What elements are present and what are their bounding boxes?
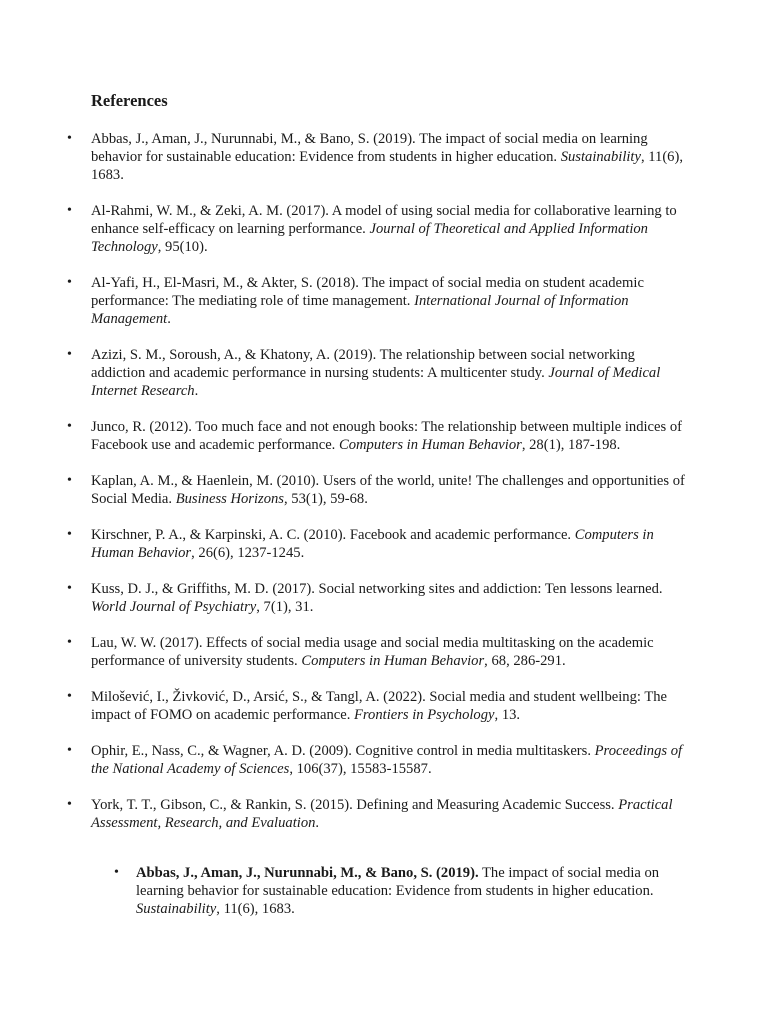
- reference-details: , 26(6), 1237-1245.: [191, 545, 305, 561]
- bullet-icon: •: [67, 743, 72, 758]
- bullet-icon: •: [67, 797, 72, 812]
- reference-item: [67, 418, 686, 454]
- bullet-icon: •: [67, 581, 72, 596]
- reference-item: [67, 346, 686, 400]
- bullet-icon: •: [67, 689, 72, 704]
- bullet-icon: •: [67, 347, 72, 362]
- reference-details: , 11(6), 1683.: [91, 149, 683, 183]
- reference-text: Azizi, S. M., Soroush, A., & Khatony, A. (2019). The relationship between social networking addiction and academic performance in nursing students: A multicenter study.: [91, 347, 635, 381]
- journal-title: Journal of Theoretical and Applied Information Technology: [91, 221, 648, 255]
- journal-title: Sustainability: [136, 901, 217, 917]
- bullet-icon: •: [114, 865, 119, 880]
- reference-details: , 13.: [494, 707, 521, 723]
- bullet-icon: •: [67, 527, 72, 542]
- reference-text: Milošević, I., Živković, D., Arsić, S., & Tangl, A. (2022). Social media and student wellbeing: The impact of FOMO on academic performance.: [91, 689, 668, 723]
- journal-title: Journal of Medical Internet Research: [91, 365, 661, 399]
- reference-details: , 106(37), 15583-15587.: [289, 761, 432, 777]
- journal-title: Sustainability: [560, 149, 641, 165]
- reference-item: [67, 688, 686, 724]
- reference-details: , 95(10).: [157, 239, 208, 255]
- reference-details: .: [315, 815, 320, 831]
- reference-text: Al-Yafi, H., El-Masri, M., & Akter, S. (2018). The impact of social media on student academic performance: The mediating role of time management.: [91, 275, 644, 309]
- reference-item: [67, 742, 686, 778]
- bullet-icon: •: [67, 419, 72, 434]
- reference-text: Kirschner, P. A., & Karpinski, A. C. (2010). Facebook and academic performance.: [91, 527, 575, 543]
- bullet-icon: •: [67, 131, 72, 146]
- reference-item: [67, 472, 686, 508]
- reference-details: , 28(1), 187-198.: [521, 437, 621, 453]
- reference-details: .: [167, 311, 171, 327]
- journal-title: International Journal of Information Management: [91, 293, 629, 327]
- references-list: [67, 130, 686, 850]
- journal-title: World Journal of Psychiatry: [91, 599, 257, 615]
- journal-title: Proceedings of the National Academy of Sciences: [91, 743, 683, 777]
- reference-details: , 7(1), 31.: [256, 599, 314, 615]
- nested-reference-item: [114, 864, 686, 918]
- reference-text: Kuss, D. J., & Griffiths, M. D. (2017). Social networking sites and addiction: Ten lessons learned.: [91, 581, 663, 597]
- reference-details: , 11(6), 1683.: [216, 901, 295, 917]
- bullet-icon: •: [67, 473, 72, 488]
- reference-item: [67, 526, 686, 562]
- reference-details: , 53(1), 59-68.: [283, 491, 368, 507]
- reference-item: [67, 274, 686, 328]
- bullet-icon: •: [67, 275, 72, 290]
- reference-details: .: [194, 383, 199, 399]
- reference-text: Kaplan, A. M., & Haenlein, M. (2010). Users of the world, unite! The challenges and opportunities of Social Media.: [91, 473, 685, 507]
- reference-item: [67, 202, 686, 256]
- reference-text: Abbas, J., Aman, J., Nurunnabi, M., & Bano, S. (2019). The impact of social media on learning behavior for sustainable education: Evidence from students in higher education.: [91, 131, 648, 165]
- reference-text: York, T. T., Gibson, C., & Rankin, S. (2015). Defining and Measuring Academic Success.: [91, 797, 619, 813]
- reference-item: [67, 634, 686, 670]
- journal-title: Computers in Human Behavior: [91, 527, 654, 561]
- journal-title: Computers in Human Behavior: [338, 437, 522, 453]
- reference-item: [67, 580, 686, 616]
- reference-item: [67, 130, 686, 184]
- bullet-icon: •: [67, 203, 72, 218]
- journal-title: Practical Assessment, Research, and Evaluation: [91, 797, 673, 831]
- reference-text: Lau, W. W. (2017). Effects of social media usage and social media multitasking on the academic performance of university students.: [91, 635, 654, 669]
- reference-item: [67, 796, 686, 832]
- journal-title: Business Horizons: [175, 491, 284, 507]
- reference-text: Al-Rahmi, W. M., & Zeki, A. M. (2017). A model of using social media for collaborative learning to enhance self-efficacy on learning performance.: [91, 203, 677, 237]
- reference-text: The impact of social media on learning behavior for sustainable education: Evidence from students in higher education.: [136, 865, 660, 899]
- reference-text: Ophir, E., Nass, C., & Wagner, A. D. (2009). Cognitive control in media multitaskers.: [91, 743, 595, 759]
- journal-title: Computers in Human Behavior: [301, 653, 485, 669]
- reference-authors-bold: Abbas, J., Aman, J., Nurunnabi, M., & Bano, S. (2019).: [136, 865, 479, 881]
- reference-details: , 68, 286-291.: [484, 653, 566, 669]
- journal-title: Frontiers in Psychology: [354, 707, 495, 723]
- reference-text: Junco, R. (2012). Too much face and not enough books: The relationship between multiple indices of Facebook use and academic performance.: [91, 419, 682, 453]
- references-heading: References: [91, 91, 168, 110]
- nested-reference-list: [114, 864, 686, 936]
- bullet-icon: •: [67, 635, 72, 650]
